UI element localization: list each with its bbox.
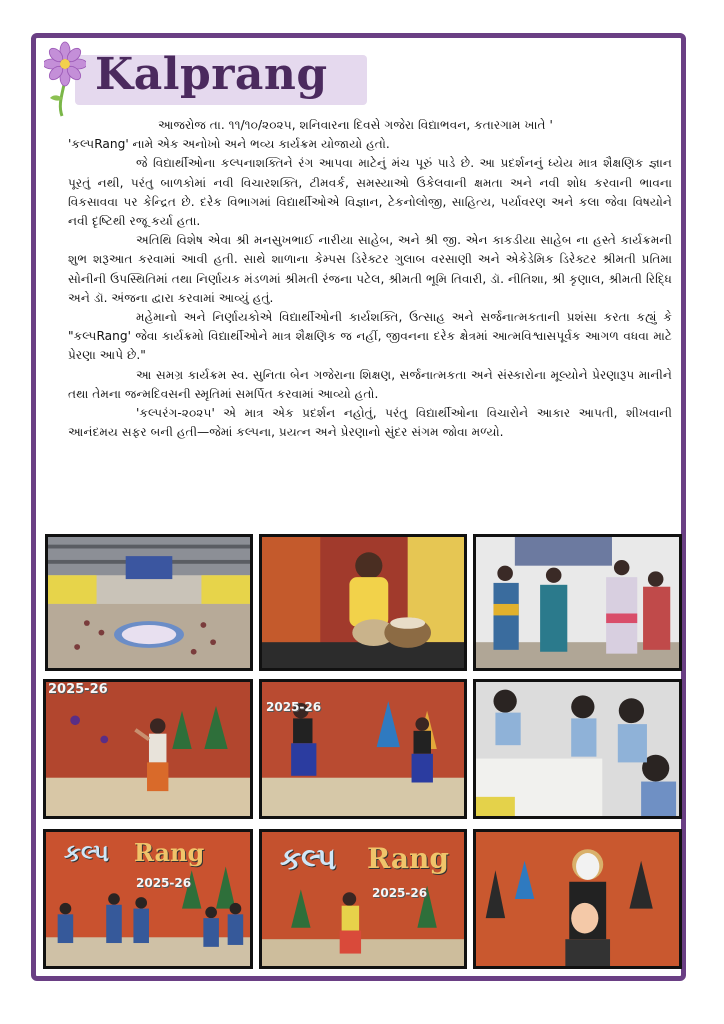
photo-kalprang-banner-singer <box>259 829 467 969</box>
photo-campus-exhibition <box>45 534 253 671</box>
photo-dancers-stage <box>259 679 467 819</box>
banner-year-1: 2025-26 <box>48 682 108 697</box>
paragraph-1-line-2: 'કલ્પRang' નામે એક અનોખો અને ભવ્ય કાર્યક્રમ યોજાયો હતો. <box>68 137 390 152</box>
photo-classical-dancer <box>43 679 253 819</box>
photo-kalprang-banner-students <box>43 829 253 969</box>
flower-icon <box>44 40 86 118</box>
photo-students-drawing <box>473 679 682 819</box>
photo-tabla-player <box>259 534 467 671</box>
banner-rang-a: Rang <box>134 838 205 867</box>
paragraph-6: 'કલ્પરંગ-૨૦૨૫' એ માત્ર એક પ્રદર્શન નહોતું, પરંતુ વિદ્યાર્થીઓના વિચારોને આકાર આપતી, શીખવાની આનંદમય સફર બની હતી—જેમાં કલ્પના, પ્રયત્ન અને પ્રેરણાનો સુંદર સંગમ જોવા મળ્યો. <box>68 406 672 440</box>
page-title: Kalprang <box>95 49 328 100</box>
paragraph-3: અતિથિ વિશેષ એવા શ્રી મનસુખભાઈ નારીયા સાહેબ, અને શ્રી જી. એન કાકડીયા સાહેબ ના હસ્તે કાર્યક્રમની શુભ શરૂઆત કરવામાં આવી હતી. સાથે શાળાના કેમ્પસ ડિરેક્ટર ગુલાબ વરસાણી અને એકેડેમિક ડિરેક્ટર શ્રીમતી પ્રતિમા સોનીની ઉપસ્થિતિમાં તથા નિર્ણાયક મંડળમાં શ્રીમતી રંજના પટેલ, શ્રીમતી ભૂમિ તિવારી, ડૉ. નીતિશા, શ્રી કૃણાલ, શ્રીમતી રિદ્ધિ અને ડૉ. અંજના દ્વારા કરવામાં આવ્યું હતું. <box>68 233 672 305</box>
banner-kalp-a: કલ્પ <box>64 838 109 867</box>
banner-kalp-b: કલ્પ <box>280 842 337 877</box>
banner-year-b: 2025-26 <box>372 886 428 900</box>
banner-year-2: 2025-26 <box>266 700 322 714</box>
photo-mask-student <box>473 829 682 969</box>
paragraph-5: આ સમગ્ર કાર્યક્રમ સ્વ. સુનિતા બેન ગજેરાના શિક્ષણ, સર્જનાત્મકતા અને સંસ્કારોના મૂલ્યોને પ્રેરણારૂપ માનીને તથા તેમના જન્મદિવસની સ્મૃતિમાં સમર્પિત કરવામાં આવ્યો હતો. <box>68 367 672 401</box>
article-body <box>68 116 672 442</box>
photo-costumed-students <box>473 534 682 671</box>
banner-rang-b: Rang <box>367 842 449 875</box>
banner-year-a: 2025-26 <box>136 876 192 890</box>
paragraph-2: જે વિદ્યાર્થીઓના કલ્પનાશક્તિને રંગ આપવા માટેનું મંચ પૂરું પાડે છે. આ પ્રદર્શનનું ધ્યેય માત્ર શૈક્ષણિક જ્ઞાન પૂરતું નથી, પરંતુ બાળકોમાં નવી વિચારશક્તિ, ટીમવર્ક, સમસ્યાઓ ઉકેલવાની ક્ષમતા અને નવી શોધ કરવાની ભાવના વિકસાવવા પર કેન્દ્રિત છે. દરેક વિભાગમાં વિદ્યાર્થીઓએ વિજ્ઞાન, ટેકનોલોજી, સાહિત્ય, પર્યાવરણ અને કલા જેવા વિષયોને નવી દૃષ્ટિથી રજૂ કર્યા હતા. <box>68 156 672 229</box>
paragraph-1-line-1: આજરોજ તા. ૧૧/૧૦/૨૦૨૫, શનિવારના દિવસે ગજેરા વિદ્યાભવન, કતારગામ ખાતે ' <box>158 118 553 132</box>
paragraph-4: મહેમાનો અને નિર્ણાયકોએ વિદ્યાર્થીઓની કાર્યશક્તિ, ઉત્સાહ અને સર્જનાત્મકતાની પ્રશંસા કરતા કહ્યું કે "કલ્પRang' જેવા કાર્યક્રમો વિદ્યાર્થીઓને માત્ર શૈક્ષણિક જ નહીં, જીવનના દરેક ક્ષેત્રમાં આત્મવિશ્વાસપૂર્વક આગળ વધવા માટે પ્રેરણા આપે છે." <box>68 310 672 363</box>
